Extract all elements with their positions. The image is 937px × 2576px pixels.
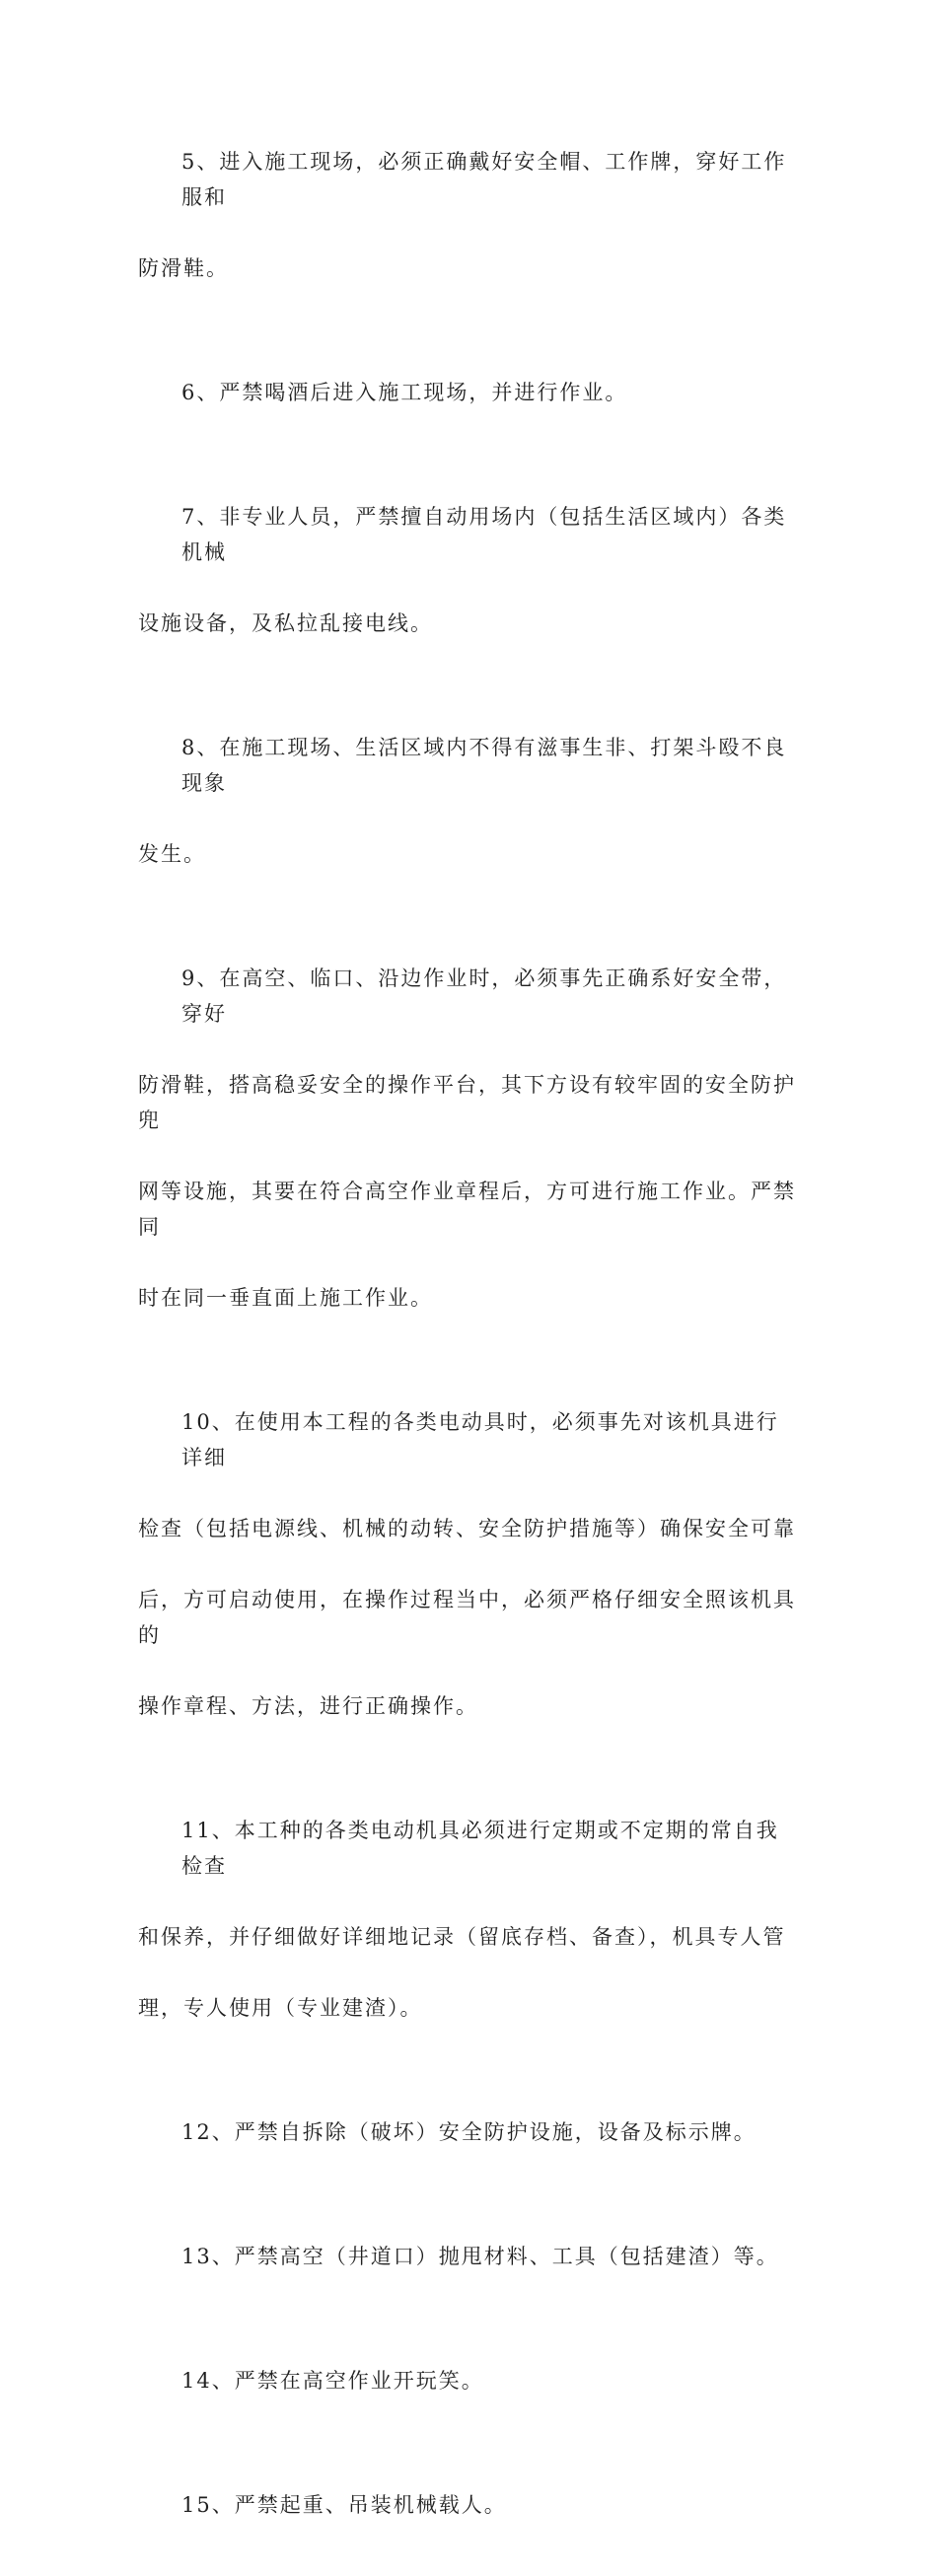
paragraph-line: 设施设备，及私拉乱接电线。 xyxy=(138,611,433,635)
paragraph-line: 理，专人使用（专业建渣）。 xyxy=(138,1996,423,2020)
document-body xyxy=(138,108,801,2576)
paragraph-line: 6、严禁喝酒后进入施工现场，并进行作业。 xyxy=(181,381,628,404)
rule-15 xyxy=(138,2452,801,2558)
rule-13 xyxy=(138,2203,801,2310)
rule-14 xyxy=(138,2327,801,2434)
rule-10 xyxy=(138,1369,801,1759)
paragraph-line: 操作章程、方法，进行正确操作。 xyxy=(138,1694,478,1718)
paragraph-line: 检查（包括电源线、机械的动转、安全防护措施等）确保安全可靠 xyxy=(138,1517,796,1540)
paragraph-line: 和保养，并仔细做好详细地记录（留底存档、备查），机具专人管 xyxy=(138,1925,786,1949)
rule-5 xyxy=(138,108,801,322)
paragraph-line: 15、严禁起重、吊装机械载人。 xyxy=(181,2493,507,2517)
paragraph-line: 10、在使用本工程的各类电动具时，必须事先对该机具进行详细 xyxy=(181,1410,779,1469)
paragraph-line: 11、本工种的各类电动机具必须进行定期或不定期的常自我检查 xyxy=(181,1819,779,1878)
rule-12 xyxy=(138,2079,801,2185)
paragraph-line: 发生。 xyxy=(138,842,206,866)
rule-7 xyxy=(138,464,801,677)
paragraph-line: 防滑鞋。 xyxy=(138,256,229,280)
paragraph-line: 14、严禁在高空作业开玩笑。 xyxy=(181,2369,484,2393)
rule-8 xyxy=(138,694,801,907)
paragraph-line: 5、进入施工现场，必须正确戴好安全帽、工作牌，穿好工作服和 xyxy=(181,150,787,209)
rule-6 xyxy=(138,339,801,446)
paragraph-line: 7、非专业人员，严禁擅自动用场内（包括生活区域内）各类机械 xyxy=(181,505,787,564)
paragraph-line: 9、在高空、临口、沿边作业时，必须事先正确系好安全带，穿好 xyxy=(181,966,787,1026)
paragraph-line: 时在同一垂直面上施工作业。 xyxy=(138,1286,433,1310)
paragraph-line: 后，方可启动使用，在操作过程当中，必须严格仔细安全照该机具的 xyxy=(138,1588,796,1647)
rule-11 xyxy=(138,1777,801,2061)
paragraph-line: 12、严禁自拆除（破坏）安全防护设施，设备及标示牌。 xyxy=(181,2120,757,2144)
rule-9 xyxy=(138,925,801,1351)
paragraph-line: 防滑鞋，搭高稳妥安全的操作平台，其下方设有较牢固的安全防护兜 xyxy=(138,1073,796,1132)
paragraph-line: 13、严禁高空（井道口）抛甩材料、工具（包括建渣）等。 xyxy=(181,2245,779,2268)
paragraph-line: 8、在施工现场、生活区域内不得有滋事生非、打架斗殴不良现象 xyxy=(181,736,787,795)
paragraph-line: 网等设施，其要在符合高空作业章程后，方可进行施工作业。严禁同 xyxy=(138,1180,796,1239)
